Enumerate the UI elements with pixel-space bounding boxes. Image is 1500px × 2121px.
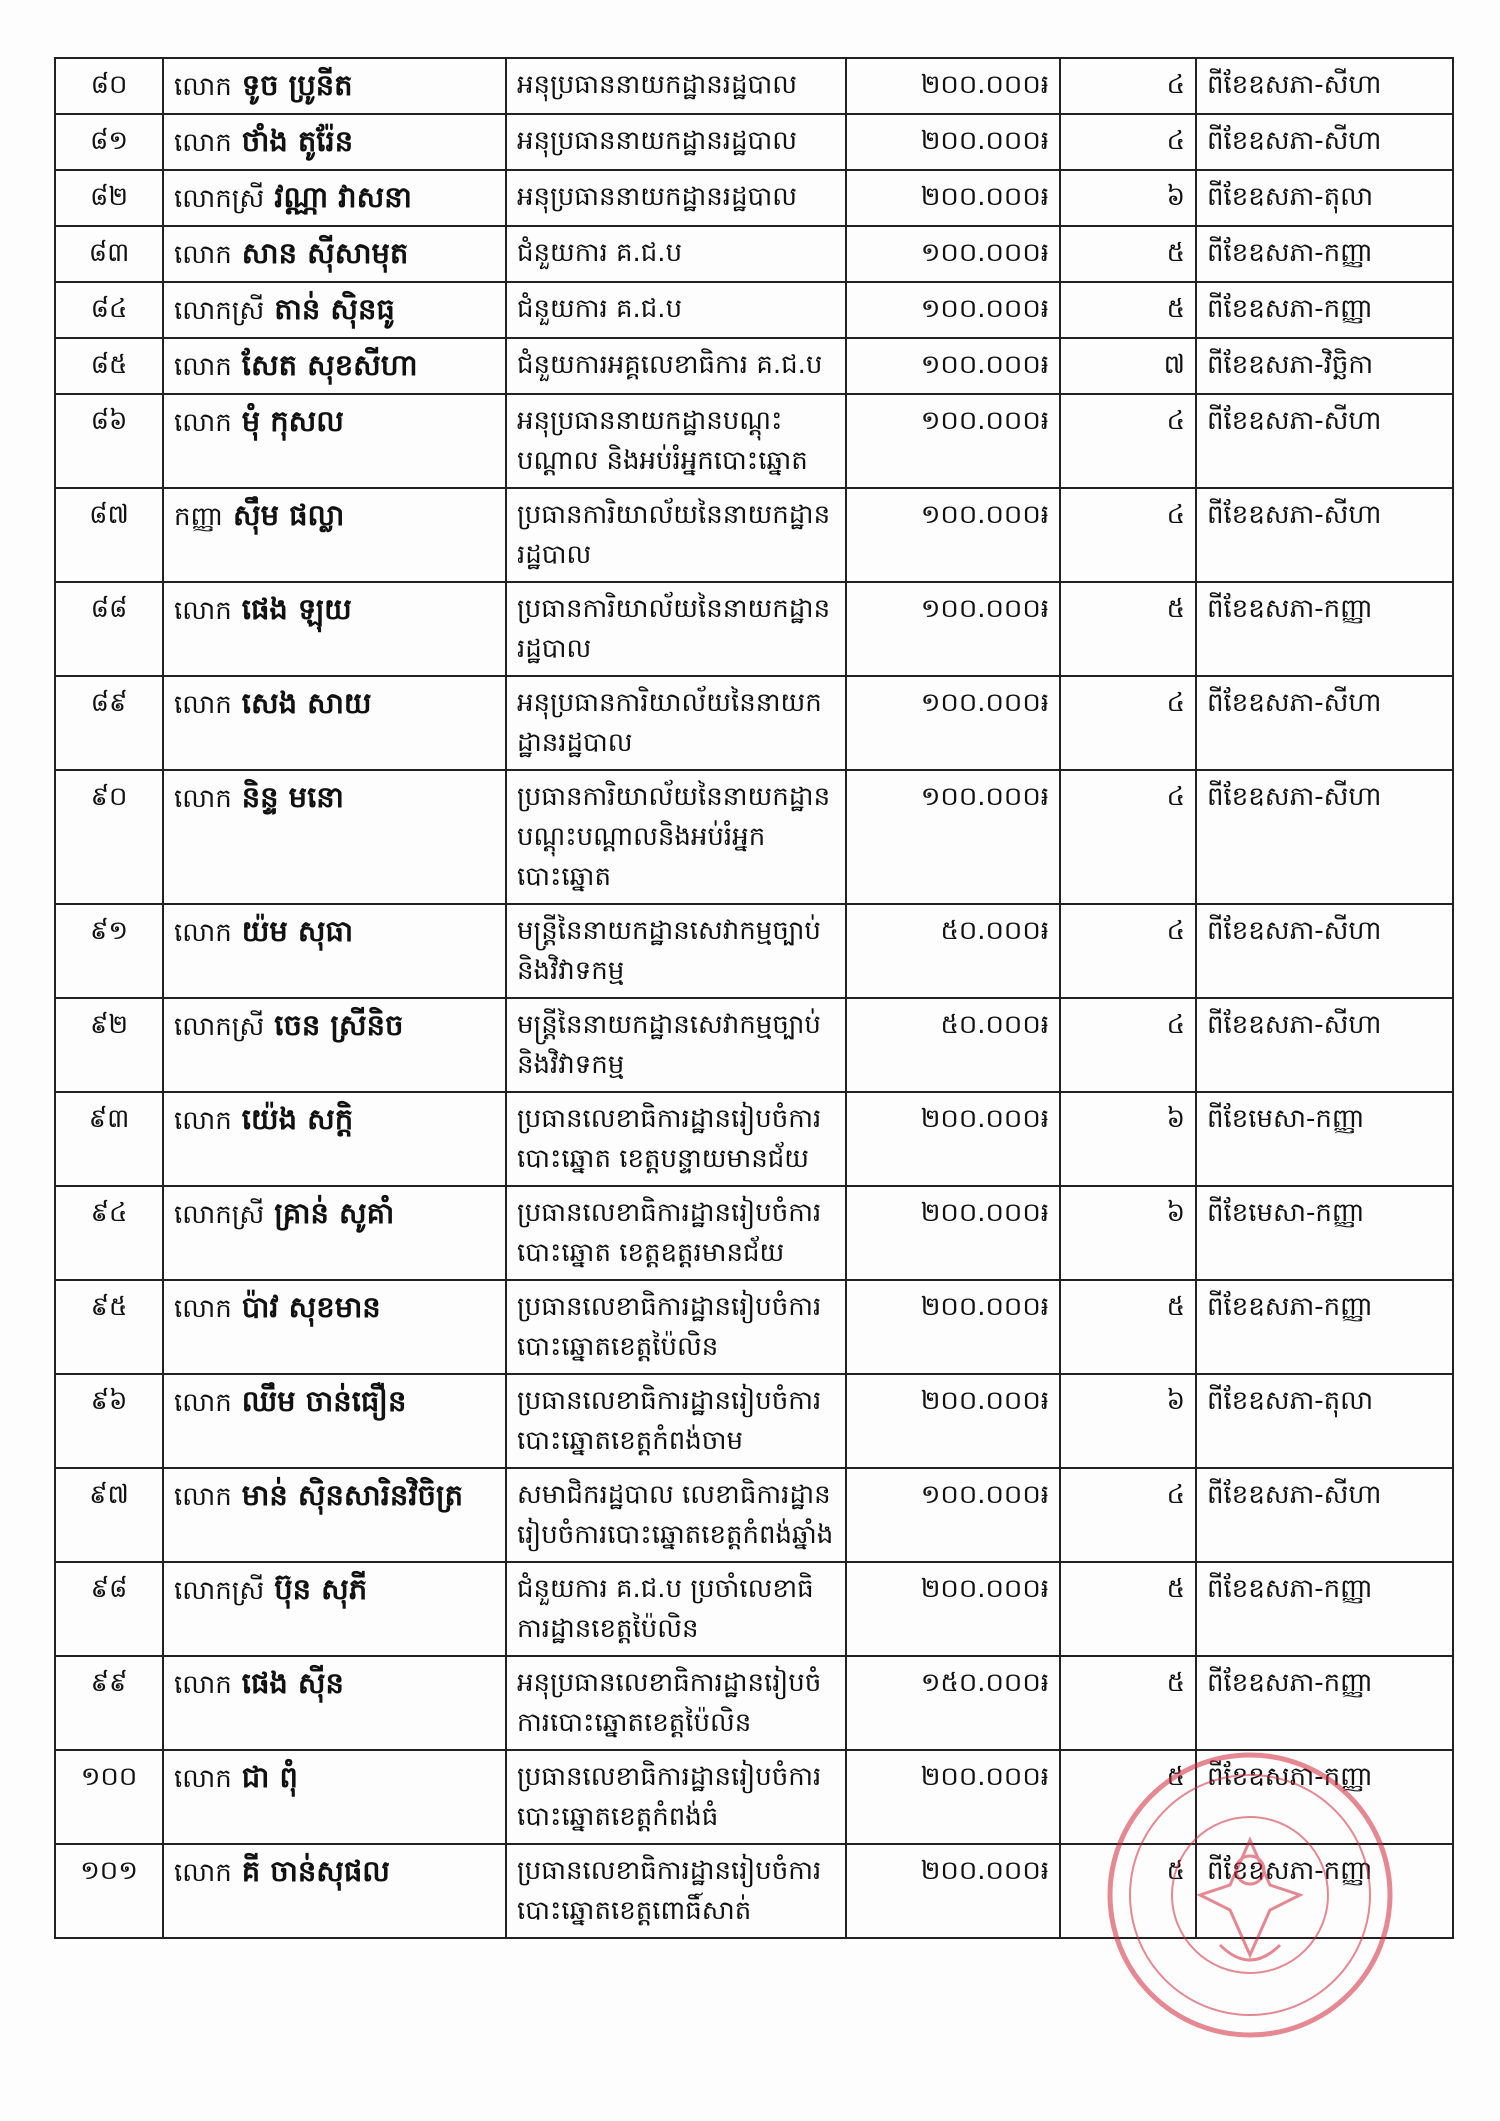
row-number: ៨៦	[55, 394, 163, 488]
amount-cell: ១០០.០០០៛	[846, 226, 1060, 282]
row-number: ៩៥	[55, 1280, 163, 1374]
table-row	[55, 998, 1453, 1092]
table-row	[55, 1186, 1453, 1280]
period-cell: ពីខែឧសភា-កញ្ញា	[1196, 1562, 1453, 1656]
months-cell: ៤	[1060, 998, 1196, 1092]
position-cell: ប្រធានលេខាធិការដ្ឋានរៀបចំការបោះឆ្នោត ខេត្តបន្ទាយមានជ័យ	[506, 1092, 846, 1186]
person-name: ស៊ឹម ផល្លា	[233, 498, 345, 532]
table-row	[55, 1656, 1453, 1750]
person-name: និន្ទ មនោ	[241, 780, 344, 814]
person-name: យ៉េង សក្តិ	[241, 1102, 354, 1136]
row-number: ៩៦	[55, 1374, 163, 1468]
amount-cell: ២០០.០០០៛	[846, 1562, 1060, 1656]
amount-cell: ៥០.០០០៛	[846, 904, 1060, 998]
table-row	[55, 1750, 1453, 1844]
person-name: ចេន ស្រីនិច	[274, 1008, 404, 1042]
position-cell: ប្រធានការិយាល័យនៃនាយកដ្ឋានបណ្តុះបណ្តាលនិងអប់រំអ្នកបោះឆ្នោត	[506, 770, 846, 904]
position-cell: អនុប្រធាននាយកដ្ឋានបណ្តុះបណ្តាល និងអប់រំអ្នកបោះឆ្នោត	[506, 394, 846, 488]
amount-cell: ២០០.០០០៛	[846, 1186, 1060, 1280]
person-title: លោក	[174, 72, 232, 102]
person-cell	[163, 998, 506, 1092]
months-cell: ៦	[1060, 170, 1196, 226]
person-cell	[163, 488, 506, 582]
person-cell	[163, 1656, 506, 1750]
position-cell: ប្រធានលេខាធិការដ្ឋានរៀបចំការបោះឆ្នោតខេត្តកំពង់ធំ	[506, 1750, 846, 1844]
position-cell: អនុប្រធានការិយាល័យនៃនាយកដ្ឋានរដ្ឋបាល	[506, 676, 846, 770]
position-cell: សមាជិករដ្ឋបាល លេខាធិការដ្ឋានរៀបចំការបោះឆ្នោតខេត្តកំពង់ឆ្នាំង	[506, 1468, 846, 1562]
amount-cell: ១០០.០០០៛	[846, 770, 1060, 904]
period-cell: ពីខែមេសា-កញ្ញា	[1196, 1186, 1453, 1280]
person-cell	[163, 582, 506, 676]
person-title: លោកស្រី	[174, 184, 265, 214]
position-cell: អនុប្រធាននាយកដ្ឋានរដ្ឋបាល	[506, 58, 846, 114]
person-title: លោកស្រី	[174, 1012, 265, 1042]
person-cell	[163, 1280, 506, 1374]
amount-cell: ១០០.០០០៛	[846, 394, 1060, 488]
person-cell	[163, 338, 506, 394]
amount-cell: ៥០.០០០៛	[846, 998, 1060, 1092]
table-row	[55, 114, 1453, 170]
person-name: វណ្ណា វាសនា	[274, 180, 412, 214]
position-cell: អនុប្រធាននាយកដ្ឋានរដ្ឋបាល	[506, 114, 846, 170]
period-cell: ពីខែឧសភា-សីហា	[1196, 676, 1453, 770]
row-number: ៨៨	[55, 582, 163, 676]
person-name: សែត សុខសីហា	[241, 348, 418, 382]
row-number: ៨៣	[55, 226, 163, 282]
person-cell	[163, 1750, 506, 1844]
months-cell: ៥	[1060, 1844, 1196, 1938]
period-cell: ពីខែមេសា-កញ្ញា	[1196, 1092, 1453, 1186]
person-title: លោក	[174, 1764, 232, 1794]
row-number: ១០០	[55, 1750, 163, 1844]
position-cell: ជំនួយការអគ្គលេខាធិការ គ.ជ.ប	[506, 338, 846, 394]
amount-cell: ២០០.០០០៛	[846, 1374, 1060, 1468]
amount-cell: ២០០.០០០៛	[846, 1092, 1060, 1186]
months-cell: ៥	[1060, 1280, 1196, 1374]
person-title: លោកស្រី	[174, 296, 265, 326]
period-cell: ពីខែឧសភា-វិច្ឆិកា	[1196, 338, 1453, 394]
person-name: ប៊ុន សុភី	[274, 1572, 368, 1606]
person-cell	[163, 1186, 506, 1280]
person-cell	[163, 1092, 506, 1186]
months-cell: ៤	[1060, 904, 1196, 998]
person-title: លោក	[174, 1670, 232, 1700]
amount-cell: ២០០.០០០៛	[846, 58, 1060, 114]
position-cell: មន្ត្រីនៃនាយកដ្ឋានសេវាកម្មច្បាប់និងវិវាទកម្ម	[506, 998, 846, 1092]
person-name: គ្រាន់ សូគាំ	[274, 1196, 395, 1230]
person-title: លោក	[174, 918, 232, 948]
person-cell	[163, 170, 506, 226]
months-cell: ៤	[1060, 1468, 1196, 1562]
position-cell: ជំនួយការ គ.ជ.ប ប្រចាំលេខាធិការដ្ឋានខេត្តប៉ៃលិន	[506, 1562, 846, 1656]
row-number: ៨៧	[55, 488, 163, 582]
person-cell	[163, 1562, 506, 1656]
position-cell: ជំនួយការ គ.ជ.ប	[506, 226, 846, 282]
period-cell: ពីខែឧសភា-កញ្ញា	[1196, 1844, 1453, 1938]
person-title: លោក	[174, 690, 232, 720]
months-cell: ៦	[1060, 1092, 1196, 1186]
table-row	[55, 1844, 1453, 1938]
amount-cell: ២០០.០០០៛	[846, 1280, 1060, 1374]
months-cell: ៥	[1060, 1656, 1196, 1750]
period-cell: ពីខែឧសភា-សីហា	[1196, 114, 1453, 170]
position-cell: មន្ត្រីនៃនាយកដ្ឋានសេវាកម្មច្បាប់និងវិវាទកម្ម	[506, 904, 846, 998]
position-cell: ប្រធានការិយាល័យនៃនាយកដ្ឋានរដ្ឋបាល	[506, 488, 846, 582]
period-cell: ពីខែឧសភា-តុលា	[1196, 170, 1453, 226]
person-title: លោក	[174, 240, 232, 270]
person-title: លោក	[174, 128, 232, 158]
amount-cell: ២០០.០០០៛	[846, 1750, 1060, 1844]
person-cell	[163, 1374, 506, 1468]
period-cell: ពីខែឧសភា-សីហា	[1196, 998, 1453, 1092]
table-row	[55, 170, 1453, 226]
amount-cell: ១០០.០០០៛	[846, 282, 1060, 338]
person-name: ប៉ាវ សុខមាន	[241, 1290, 381, 1324]
table-row	[55, 770, 1453, 904]
person-cell	[163, 904, 506, 998]
months-cell: ៧	[1060, 338, 1196, 394]
person-title: លោក	[174, 1106, 232, 1136]
person-cell	[163, 282, 506, 338]
row-number: ៨១	[55, 114, 163, 170]
months-cell: ៤	[1060, 58, 1196, 114]
row-number: ៩៤	[55, 1186, 163, 1280]
period-cell: ពីខែឧសភា-សីហា	[1196, 1468, 1453, 1562]
table-row	[55, 58, 1453, 114]
amount-cell: ១៥០.០០០៛	[846, 1656, 1060, 1750]
row-number: ៨២	[55, 170, 163, 226]
person-title: លោក	[174, 352, 232, 382]
table-row	[55, 226, 1453, 282]
person-title: លោក	[174, 1482, 232, 1512]
position-cell: ប្រធានលេខាធិការដ្ឋានរៀបចំការបោះឆ្នោតខេត្តកំពង់ចាម	[506, 1374, 846, 1468]
table-row	[55, 904, 1453, 998]
row-number: ៩៩	[55, 1656, 163, 1750]
months-cell: ៥	[1060, 582, 1196, 676]
row-number: ៩៧	[55, 1468, 163, 1562]
months-cell: ៦	[1060, 1374, 1196, 1468]
person-name: ផេង ឡុយ	[241, 592, 352, 626]
row-number: ៩៨	[55, 1562, 163, 1656]
row-number: ៨០	[55, 58, 163, 114]
table-row	[55, 1468, 1453, 1562]
months-cell: ៤	[1060, 676, 1196, 770]
row-number: ៩១	[55, 904, 163, 998]
person-name: ឈឹម ចាន់ធឿន	[241, 1384, 407, 1418]
amount-cell: ២០០.០០០៛	[846, 1844, 1060, 1938]
person-name: គី ចាន់សុផល	[241, 1854, 390, 1888]
table-row	[55, 1280, 1453, 1374]
person-cell	[163, 58, 506, 114]
table-body	[55, 58, 1453, 1938]
period-cell: ពីខែឧសភា-សីហា	[1196, 488, 1453, 582]
table-row	[55, 338, 1453, 394]
period-cell: ពីខែឧសភា-កញ្ញា	[1196, 582, 1453, 676]
table-row	[55, 1092, 1453, 1186]
person-cell	[163, 770, 506, 904]
position-cell: ប្រធានលេខាធិការដ្ឋានរៀបចំការបោះឆ្នោតខេត្តពោធិ៍សាត់	[506, 1844, 846, 1938]
row-number: ៨៥	[55, 338, 163, 394]
person-name: ផេង ស៊ីន	[241, 1666, 344, 1700]
person-title: លោក	[174, 784, 232, 814]
person-name: យ៉ម សុធា	[241, 914, 354, 948]
period-cell: ពីខែឧសភា-សីហា	[1196, 58, 1453, 114]
table-row	[55, 488, 1453, 582]
person-name: សាន ស៊ីសាមុត	[241, 236, 409, 270]
person-title: លោក	[174, 1294, 232, 1324]
person-cell	[163, 394, 506, 488]
person-cell	[163, 1844, 506, 1938]
row-number: ៨៩	[55, 676, 163, 770]
months-cell: ៥	[1060, 282, 1196, 338]
person-name: តាន់ ស៊ិនធូ	[274, 292, 395, 326]
person-name: ថាំង តូរ៉ែន	[241, 124, 354, 158]
months-cell: ៥	[1060, 1562, 1196, 1656]
position-cell: អនុប្រធានលេខាធិការដ្ឋានរៀបចំការបោះឆ្នោតខេត្តប៉ៃលិន	[506, 1656, 846, 1750]
table-row	[55, 1374, 1453, 1468]
months-cell: ៦	[1060, 1186, 1196, 1280]
person-title: លោកស្រី	[174, 1200, 265, 1230]
amount-cell: ១០០.០០០៛	[846, 582, 1060, 676]
period-cell: ពីខែឧសភា-សីហា	[1196, 770, 1453, 904]
person-cell	[163, 114, 506, 170]
row-number: ៩២	[55, 998, 163, 1092]
person-name: ជា ពុំ	[241, 1760, 298, 1794]
period-cell: ពីខែឧសភា-កញ្ញា	[1196, 1750, 1453, 1844]
table-row	[55, 282, 1453, 338]
amount-cell: ២០០.០០០៛	[846, 114, 1060, 170]
period-cell: ពីខែឧសភា-កញ្ញា	[1196, 226, 1453, 282]
row-number: ៩៣	[55, 1092, 163, 1186]
months-cell: ៤	[1060, 114, 1196, 170]
amount-cell: ២០០.០០០៛	[846, 170, 1060, 226]
table-row	[55, 394, 1453, 488]
months-cell: ៤	[1060, 770, 1196, 904]
person-title: លោក	[174, 1858, 232, 1888]
period-cell: ពីខែឧសភា-សីហា	[1196, 394, 1453, 488]
person-title: លោកស្រី	[174, 1576, 265, 1606]
table-row	[55, 1562, 1453, 1656]
table-row	[55, 676, 1453, 770]
staff-table	[54, 57, 1454, 1939]
months-cell: ៥	[1060, 226, 1196, 282]
row-number: ៩០	[55, 770, 163, 904]
position-cell: អនុប្រធាននាយកដ្ឋានរដ្ឋបាល	[506, 170, 846, 226]
period-cell: ពីខែឧសភា-តុលា	[1196, 1374, 1453, 1468]
row-number: ១០១	[55, 1844, 163, 1938]
amount-cell: ១០០.០០០៛	[846, 676, 1060, 770]
amount-cell: ១០០.០០០៛	[846, 338, 1060, 394]
months-cell: ៥	[1060, 1750, 1196, 1844]
person-title: លោក	[174, 408, 232, 438]
period-cell: ពីខែឧសភា-កញ្ញា	[1196, 1280, 1453, 1374]
position-cell: ប្រធានលេខាធិការដ្ឋានរៀបចំការបោះឆ្នោតខេត្តប៉ៃលិន	[506, 1280, 846, 1374]
months-cell: ៤	[1060, 488, 1196, 582]
amount-cell: ១០០.០០០៛	[846, 488, 1060, 582]
person-name: មុំ កុសល	[241, 404, 344, 438]
person-cell	[163, 676, 506, 770]
person-name: សេង សាយ	[241, 686, 372, 720]
months-cell: ៤	[1060, 394, 1196, 488]
position-cell: ប្រធានការិយាល័យនៃនាយកដ្ឋានរដ្ឋបាល	[506, 582, 846, 676]
person-cell	[163, 1468, 506, 1562]
person-name: មាន់ ស៊ិនសារិនវិចិត្រ	[241, 1478, 463, 1512]
person-cell	[163, 226, 506, 282]
person-title: កញ្ញា	[174, 502, 224, 532]
period-cell: ពីខែឧសភា-កញ្ញា	[1196, 1656, 1453, 1750]
person-title: លោក	[174, 1388, 232, 1418]
period-cell: ពីខែឧសភា-កញ្ញា	[1196, 282, 1453, 338]
period-cell: ពីខែឧសភា-សីហា	[1196, 904, 1453, 998]
position-cell: ជំនួយការ គ.ជ.ប	[506, 282, 846, 338]
person-title: លោក	[174, 596, 232, 626]
person-name: ទូច ប្រូនីត	[241, 68, 353, 102]
amount-cell: ១០០.០០០៛	[846, 1468, 1060, 1562]
position-cell: ប្រធានលេខាធិការដ្ឋានរៀបចំការបោះឆ្នោត ខេត្តឧត្តរមានជ័យ	[506, 1186, 846, 1280]
table-row	[55, 582, 1453, 676]
row-number: ៨៤	[55, 282, 163, 338]
